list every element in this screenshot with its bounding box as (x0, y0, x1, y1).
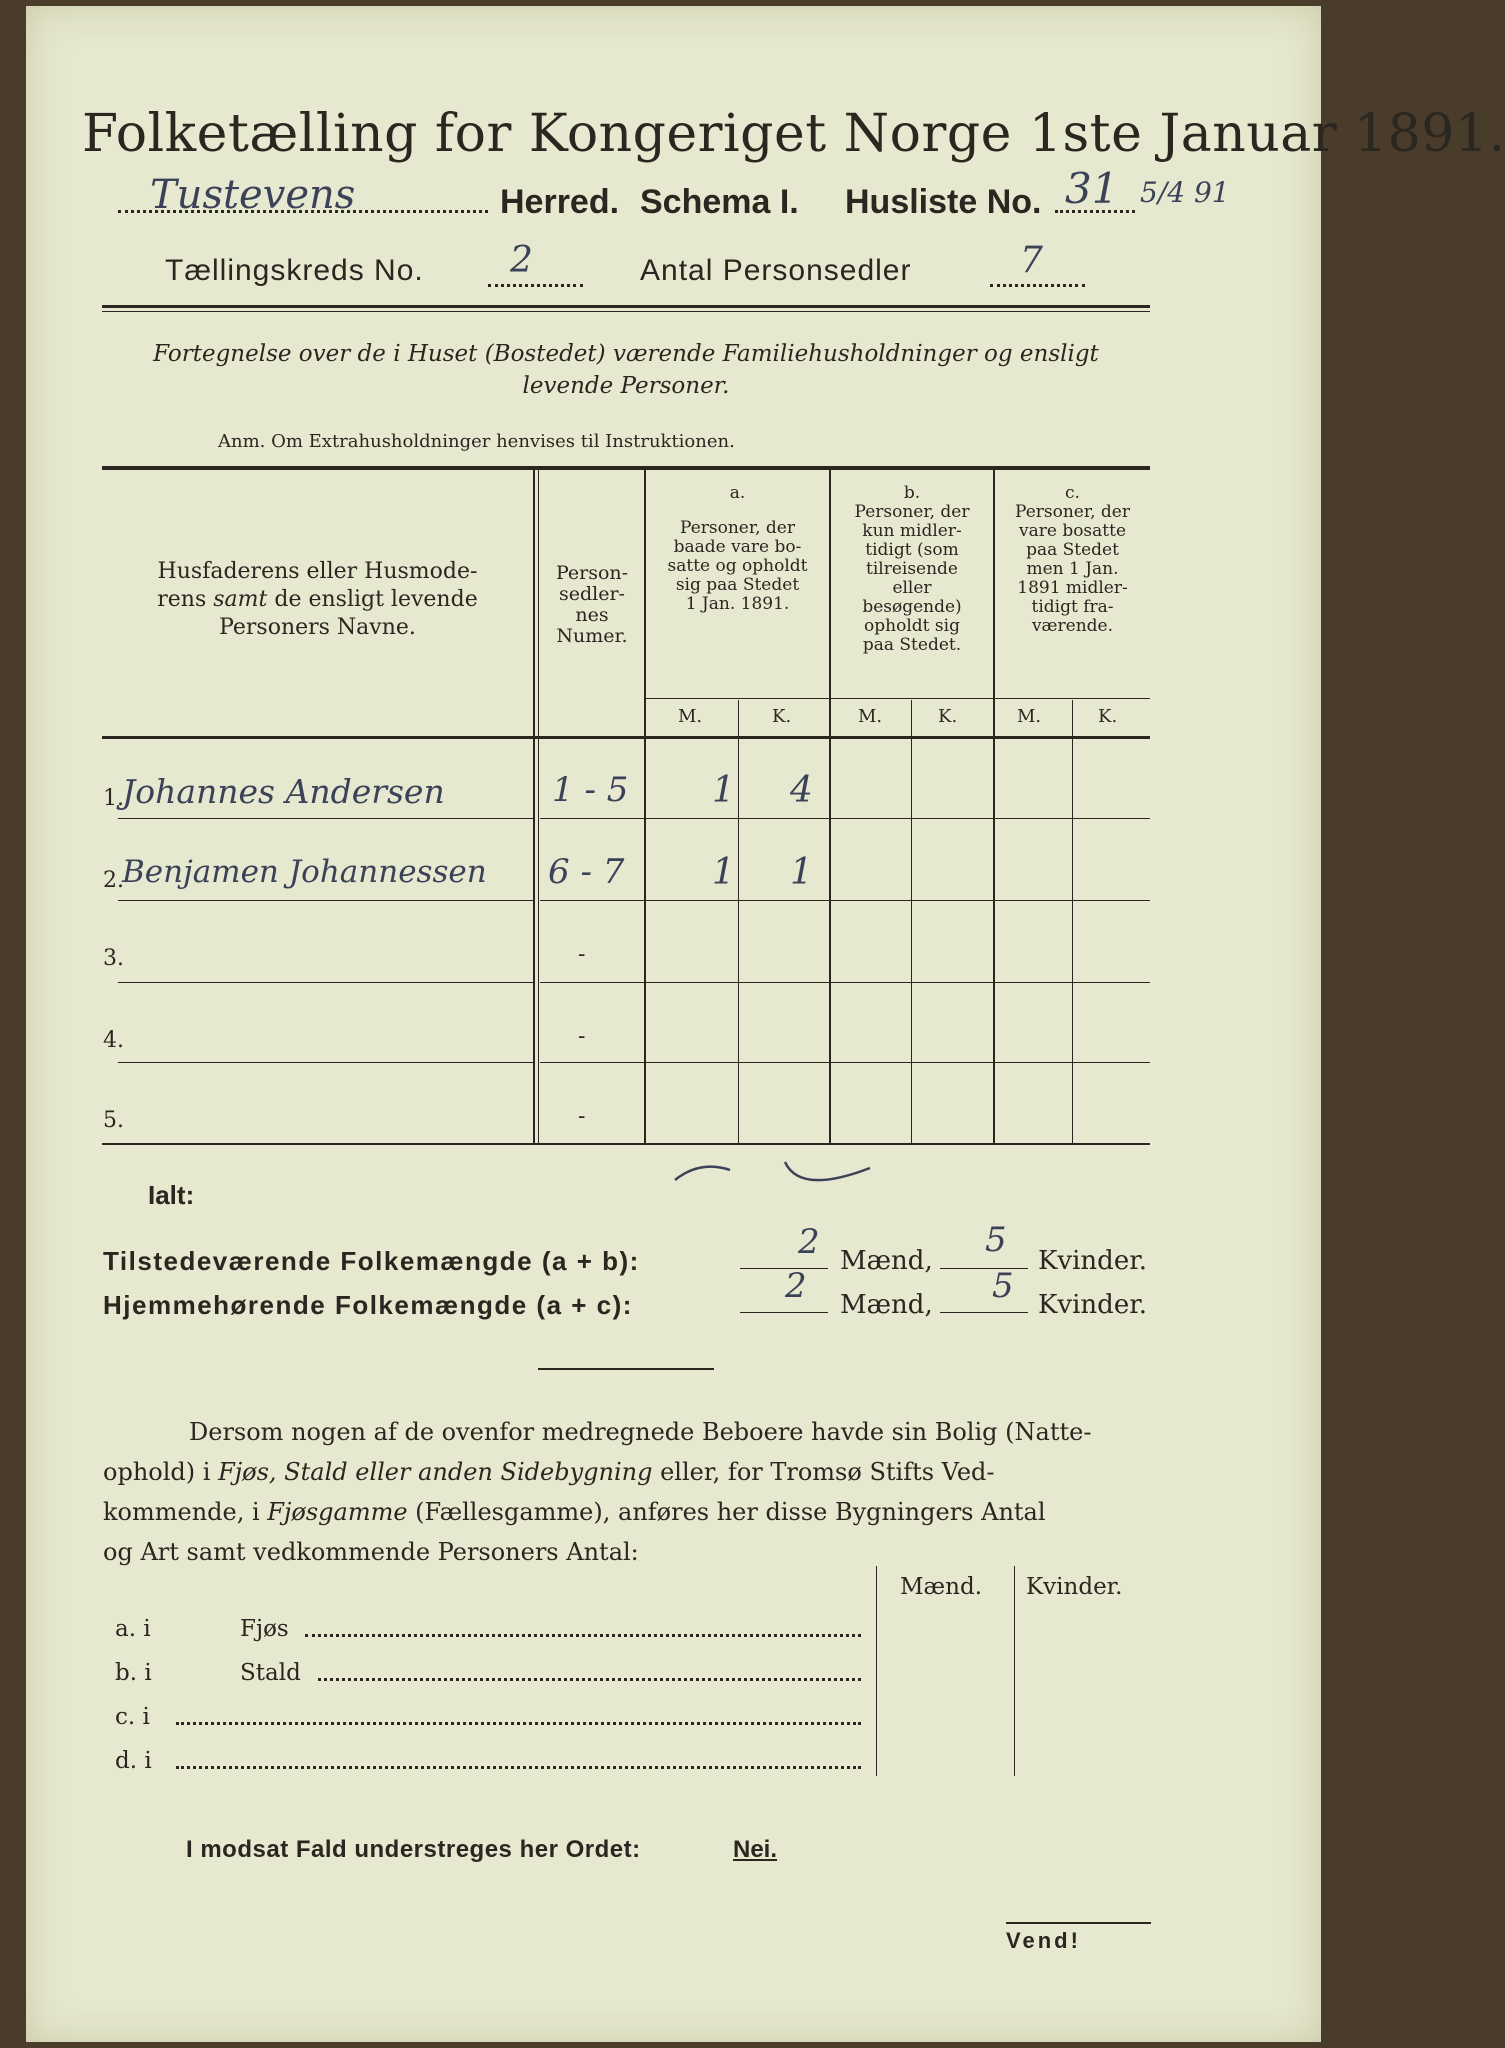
col-b-m: M. (858, 706, 883, 727)
table-bottom-rule (102, 1143, 1150, 1145)
personsedler-count: 7 (1020, 240, 1043, 281)
bolig-row-a-label: a. i (115, 1616, 151, 1642)
bolig-row-d-label: d. i (115, 1748, 152, 1774)
hjemmehorende-kvinder: 5 (992, 1266, 1014, 1306)
bolig-row-b-dots (318, 1678, 861, 1681)
row-line-2-name (118, 900, 533, 901)
row-2-personsedler: 6 - 7 (548, 852, 625, 892)
intro-note: Anm. Om Extrahusholdninger henvises til Instruktionen. (218, 431, 735, 452)
tilst-k-line (940, 1268, 1028, 1269)
tilstedevaerende-label: Tilstedeværende Folkemængde (a + b): (103, 1246, 640, 1276)
hjemmehorende-maend: 2 (785, 1266, 807, 1306)
intro-line-1: Fortegnelse over de i Huset (Bostedet) værende Familiehusholdninger og ensligt (153, 341, 1099, 367)
kreds-dotted-line (488, 284, 583, 287)
separator-rule (538, 1368, 714, 1370)
hjem-maend-label: Mænd, (840, 1290, 933, 1320)
col-b-header: b. Personer, der kun midler- tidigt (som tilreisende eller besøgende) opholdt sig paa Stedet. (854, 483, 970, 655)
vend-rule (1006, 1922, 1151, 1924)
bolig-row-c-label: c. i (115, 1704, 150, 1730)
bolig-col-divider-2 (1014, 1566, 1015, 1776)
hjem-kvinder-label: Kvinder. (1038, 1290, 1148, 1320)
row-line-4 (540, 1062, 1150, 1063)
row-line-4-name (118, 1062, 533, 1063)
bolig-col-maend: Mænd. (900, 1574, 983, 1600)
row-3-personsedler: - (578, 942, 586, 967)
herred-handwritten: Tustevens (150, 172, 356, 218)
col-c-header: c. Personer, der vare bosatte paa Stedet men 1 Jan. 1891 midler- tidigt fra- værende. (1015, 483, 1130, 636)
row-line-2 (540, 900, 1150, 901)
row-2-a-m: 1 (712, 852, 735, 893)
bolig-row-c-dots (176, 1722, 861, 1725)
tilst-maend-label: Mænd, (840, 1246, 933, 1276)
header-rule-bottom (102, 311, 1150, 312)
kreds-number: 2 (510, 240, 533, 281)
bolig-row-a-dots (305, 1634, 861, 1637)
bolig-row-a-text: Fjøs (240, 1616, 289, 1642)
row-line-1 (540, 818, 1150, 819)
kreds-label: Tællingskreds No. (165, 254, 424, 287)
col-num-header: Person- sedler- nes Numer. (555, 562, 629, 647)
row-5-number: 5. (103, 1108, 124, 1133)
row-1-a-m: 1 (712, 770, 735, 811)
col-a-m: M. (678, 706, 703, 727)
tilstedevaerende-kvinder: 5 (985, 1220, 1007, 1260)
col-divider-b-mk (911, 700, 912, 1143)
personsedler-label: Antal Personsedler (640, 254, 912, 287)
tilstedevaerende-maend: 2 (798, 1222, 820, 1262)
hjem-k-line (940, 1312, 1028, 1313)
bolig-paragraph: Dersom nogen af de ovenfor medregnede Beboere havde sin Bolig (Natte- ophold) i Fjøs, Stald eller anden Sidebygning eller, for Tromsø Stifts Ved- kommende, i Fjøsgamme (Fællesgamme), anføres her disse Bygningers Antal og Art samt vedkommende Personers Antal: (103, 1418, 1092, 1566)
bolig-col-kvinder: Kvinder. (1026, 1574, 1123, 1600)
hjemmehorende-label: Hjemmehørende Folkemængde (a + c): (103, 1290, 633, 1320)
col-c-k: K. (1098, 706, 1118, 727)
row-4-number: 4. (103, 1028, 124, 1053)
herred-label: Herred. (500, 183, 620, 221)
col-divider-name-2 (538, 470, 539, 1143)
nei-word: Nei. (733, 1836, 778, 1863)
col-divider-name (533, 470, 535, 1143)
hjem-m-line (740, 1312, 828, 1313)
row-line-1-name (118, 818, 533, 819)
col-b-k: K. (938, 706, 958, 727)
schema-label: Schema I. (640, 183, 799, 221)
row-2-number: 2. (103, 868, 124, 893)
col-a-k: K. (772, 706, 792, 727)
row-4-personsedler: - (578, 1024, 586, 1049)
tilst-kvinder-label: Kvinder. (1038, 1246, 1148, 1276)
bolig-row-b-text: Stald (240, 1660, 301, 1686)
col-divider-a-mk (738, 700, 739, 1143)
tilst-m-line (740, 1268, 828, 1269)
ialt-label: Ialt: (148, 1180, 195, 1210)
col-name-header: Husfaderens eller Husmode- rens samt de ensligt levende Personers Navne. (157, 559, 478, 640)
row-1-a-k: 4 (790, 770, 813, 811)
personsedler-dotted-line (990, 284, 1085, 287)
row-1-number: 1. (103, 786, 124, 811)
header-rule-top (102, 305, 1150, 308)
col-a-header: a. Personer, der baade vare bo- satte og opholdt sig paa Stedet 1 Jan. 1891. (667, 483, 808, 614)
row-5-personsedler: - (578, 1104, 586, 1129)
intro-line-2: levende Personer. (522, 373, 730, 399)
vend-text: Vend! (1006, 1928, 1081, 1953)
row-2-name: Benjamen Johannessen (122, 854, 487, 890)
bolig-row-b-label: b. i (115, 1660, 152, 1686)
row-3-number: 3. (103, 946, 124, 971)
husliste-note: 5/4 91 (1140, 176, 1230, 209)
col-c-m: M. (1017, 706, 1042, 727)
row-1-name: Johannes Andersen (122, 772, 445, 811)
row-line-3 (540, 982, 1150, 983)
bolig-col-divider-1 (876, 1566, 877, 1776)
mk-header-rule (646, 698, 1150, 699)
husliste-number: 31 (1065, 164, 1119, 213)
modsat-fald-text: I modsat Fald understreges her Ordet: (186, 1836, 641, 1863)
husliste-label: Husliste No. (845, 183, 1042, 221)
bolig-row-d-dots (176, 1766, 861, 1769)
row-1-personsedler: 1 - 5 (552, 770, 629, 810)
row-line-3-name (118, 982, 533, 983)
row-2-a-k: 1 (790, 852, 813, 893)
col-divider-c-mk (1072, 700, 1073, 1143)
form-title: Folketælling for Kongeriget Norge 1ste Januar 1891. (82, 104, 1505, 164)
check-marks (670, 1150, 890, 1200)
